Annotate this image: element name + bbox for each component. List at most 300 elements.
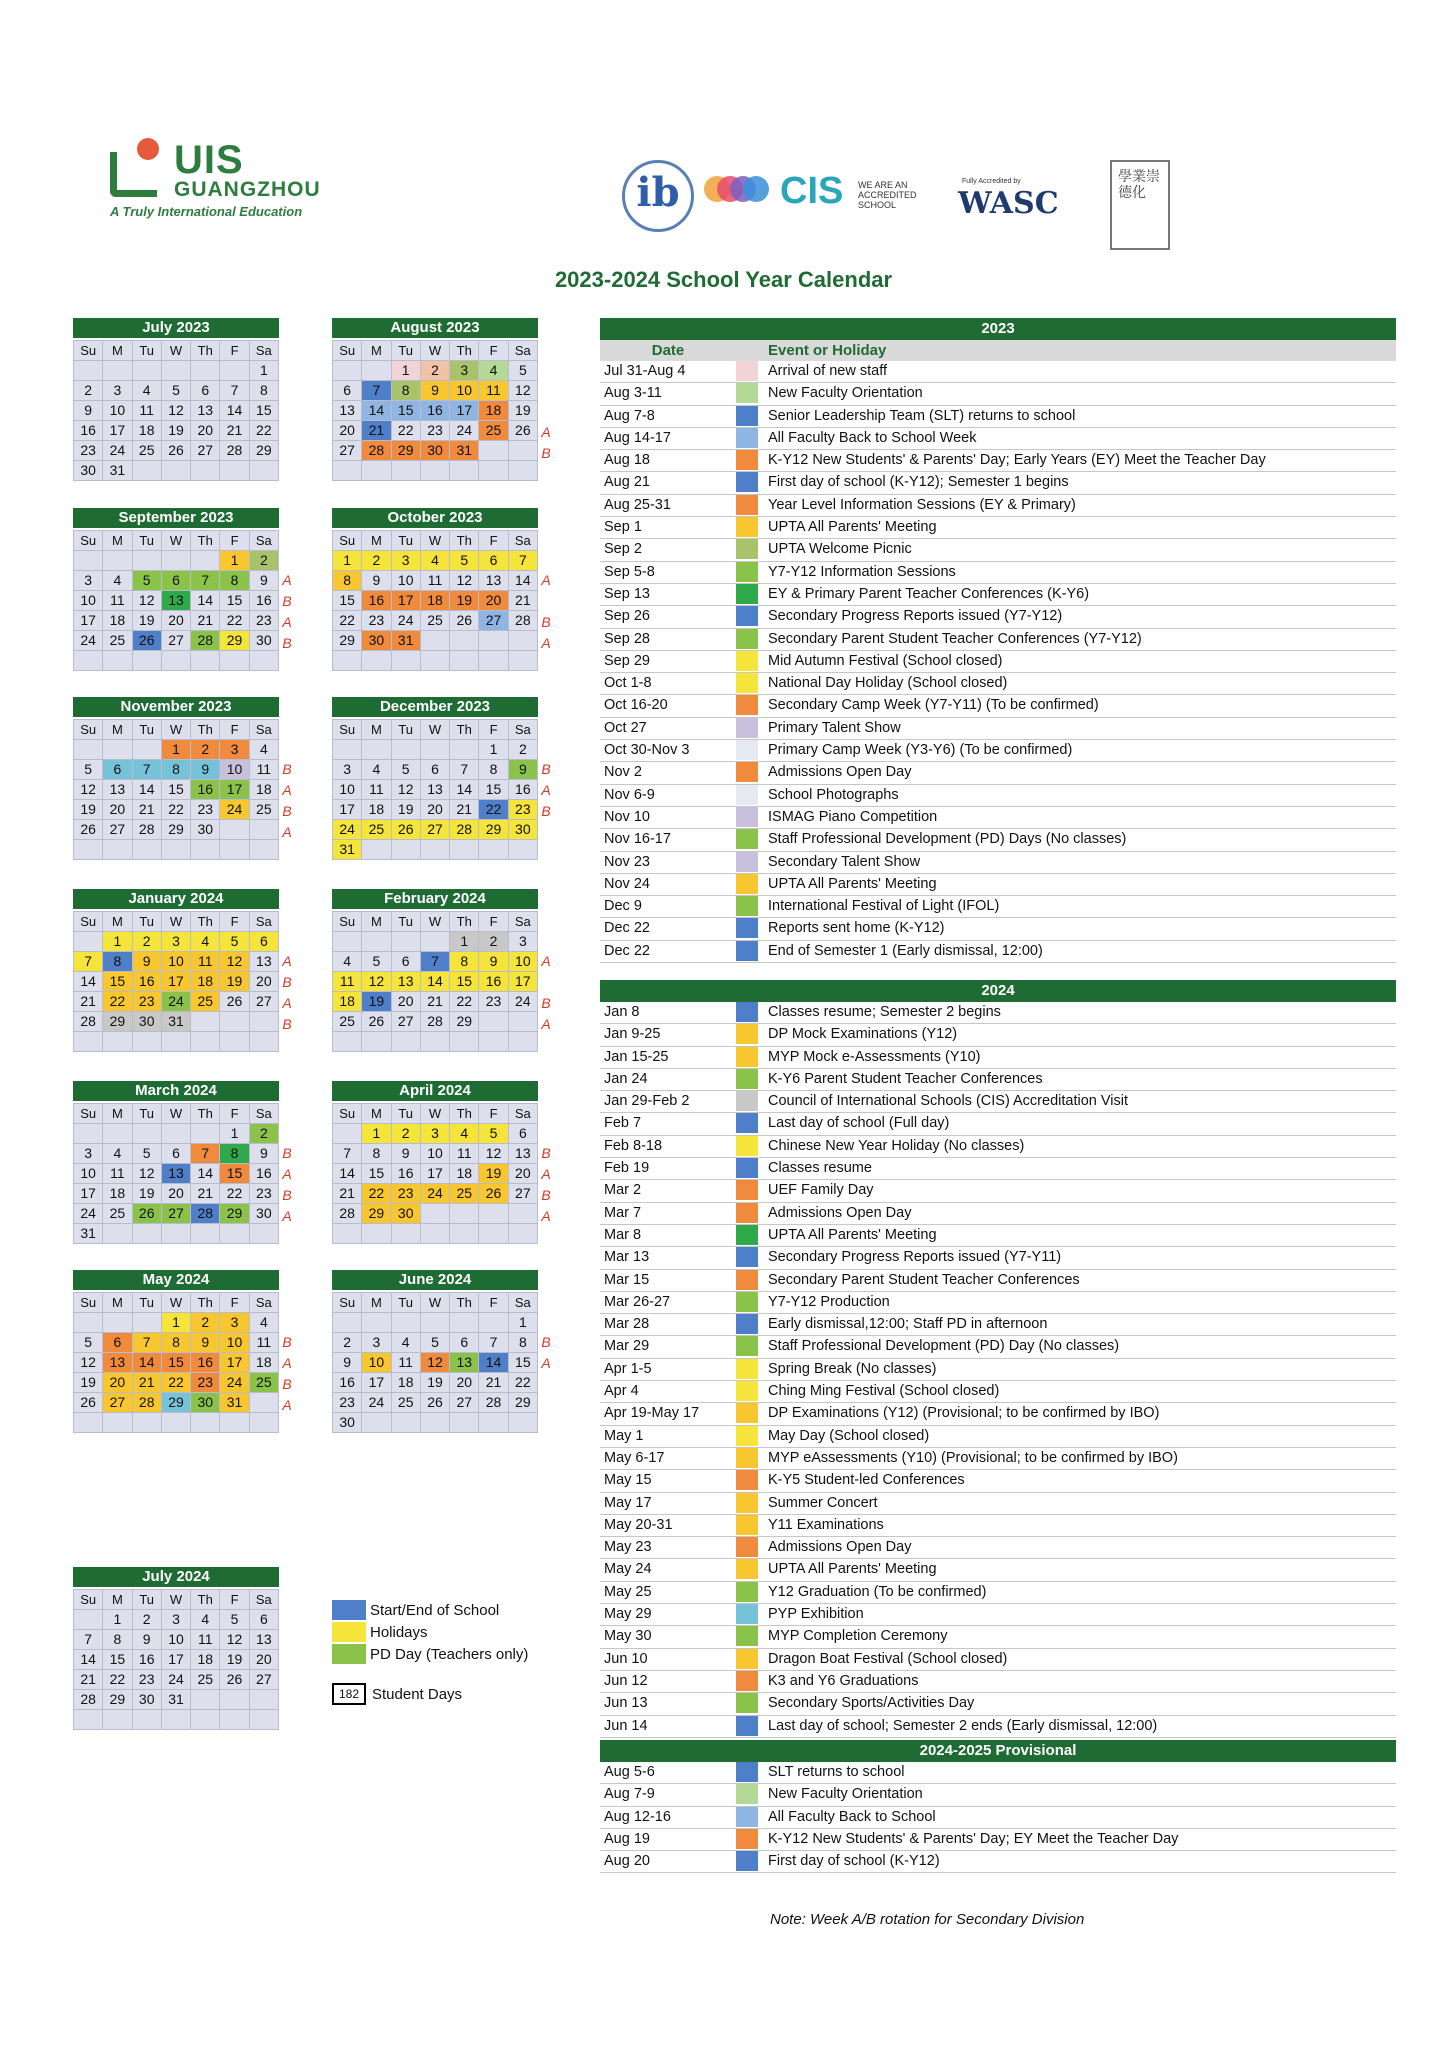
- calendar-day: 4: [191, 932, 220, 952]
- chinese-seal: [1110, 160, 1170, 250]
- calendar-day: 27: [161, 631, 190, 651]
- calendar-day: 24: [508, 992, 537, 1012]
- event-description: International Festival of Light (IFOL): [768, 898, 1000, 915]
- calendar-day: [74, 1124, 103, 1144]
- calendar-day: 16: [249, 591, 278, 611]
- calendar-day: [479, 1313, 508, 1333]
- calendar-day: 7: [74, 952, 103, 972]
- calendar-day: 5: [391, 760, 420, 780]
- calendar-day: 11: [362, 780, 391, 800]
- calendar-day: 14: [508, 571, 537, 591]
- event-date: Mar 7: [604, 1204, 642, 1221]
- calendar-day: 3: [508, 932, 537, 952]
- calendar-day: 14: [420, 972, 449, 992]
- event-color-swatch: [736, 918, 758, 938]
- calendar-day: 17: [220, 780, 249, 800]
- calendar-day: 7: [333, 1144, 362, 1164]
- weekday-header: F: [479, 720, 508, 740]
- event-color-swatch: [736, 629, 758, 649]
- calendar-day: 16: [508, 780, 537, 800]
- event-row: [600, 1515, 1396, 1537]
- event-description: K-Y12 New Students' & Parents' Day; EY Meet the Teacher Day: [768, 1830, 1179, 1847]
- calendar-day: 8: [161, 1333, 190, 1353]
- month-calendar: [332, 1270, 538, 1433]
- calendar-day: [191, 1413, 220, 1433]
- weekday-header: Th: [191, 341, 220, 361]
- calendar-day: 16: [132, 1650, 161, 1670]
- calendar-day: 10: [333, 780, 362, 800]
- calendar-day: 23: [420, 421, 449, 441]
- event-date: Aug 7-8: [604, 407, 655, 424]
- calendar-day: 3: [333, 760, 362, 780]
- calendar-day: 5: [479, 1124, 508, 1144]
- event-color-swatch: [736, 1180, 758, 1200]
- calendar-day: 8: [220, 1144, 249, 1164]
- week-ab-label: B: [282, 1016, 292, 1032]
- calendar-day: 15: [103, 1650, 132, 1670]
- calendar-day: [132, 1413, 161, 1433]
- calendar-day: 26: [420, 1393, 449, 1413]
- calendar-day: 30: [391, 1204, 420, 1224]
- calendar-day: [220, 1690, 249, 1710]
- calendar-day: 20: [479, 591, 508, 611]
- calendar-day: [420, 461, 449, 481]
- event-date: May 1: [604, 1427, 644, 1444]
- calendar-day: 27: [450, 1393, 479, 1413]
- event-row: [600, 896, 1396, 918]
- weekday-header: Tu: [391, 912, 420, 932]
- event-date: Aug 3-11: [604, 385, 662, 402]
- calendar-day: [333, 932, 362, 952]
- event-color-swatch: [736, 1784, 758, 1804]
- cis-accredited-text: WE ARE AN ACCREDITED SCHOOL: [858, 180, 917, 210]
- event-row: [600, 1626, 1396, 1648]
- event-row: [600, 1649, 1396, 1671]
- event-date: Aug 14-17: [604, 429, 671, 446]
- calendar-day: 24: [420, 1184, 449, 1204]
- calendar-day: [333, 651, 362, 671]
- calendar-day: 23: [132, 1670, 161, 1690]
- calendar-day: [479, 1224, 508, 1244]
- calendar-day: 28: [132, 820, 161, 840]
- calendar-day: [362, 1224, 391, 1244]
- calendar-day: 26: [132, 1204, 161, 1224]
- calendar-day: 30: [249, 1204, 278, 1224]
- calendar-day: [220, 1224, 249, 1244]
- calendar-day: [249, 1690, 278, 1710]
- calendar-day: 14: [479, 1353, 508, 1373]
- calendar-day: [333, 1124, 362, 1144]
- calendar-day: 16: [191, 1353, 220, 1373]
- month-title: September 2023: [73, 508, 279, 528]
- calendar-day: 28: [191, 631, 220, 651]
- calendar-day: [249, 820, 278, 840]
- weekday-header: Tu: [391, 531, 420, 551]
- event-description: Admissions Open Day: [768, 764, 912, 781]
- calendar-day: 19: [74, 800, 103, 820]
- events-section-title: 2024-2025 Provisional: [600, 1740, 1396, 1762]
- calendar-day: 21: [362, 421, 391, 441]
- weekday-header: F: [220, 1104, 249, 1124]
- weekday-header: Su: [333, 1104, 362, 1124]
- week-ab-label: B: [282, 1145, 292, 1161]
- event-description: Secondary Camp Week (Y7-Y11) (To be confirmed): [768, 697, 1099, 714]
- calendar-day: 14: [74, 972, 103, 992]
- calendar-day: 30: [191, 1393, 220, 1413]
- calendar-day: [74, 932, 103, 952]
- calendar-day: 14: [132, 780, 161, 800]
- calendar-day: [362, 461, 391, 481]
- calendar-day: [220, 361, 249, 381]
- calendar-day: 13: [391, 972, 420, 992]
- weekday-header: Sa: [249, 912, 278, 932]
- calendar-day: [161, 1224, 190, 1244]
- events-section: [600, 318, 1396, 963]
- calendar-day: 18: [420, 591, 449, 611]
- wasc-logo: [928, 160, 1068, 228]
- event-date: Jun 10: [604, 1650, 648, 1667]
- events-header: [600, 340, 1396, 361]
- calendar-day: [132, 1313, 161, 1333]
- event-row: [600, 1047, 1396, 1069]
- event-description: UPTA Welcome Picnic: [768, 541, 912, 558]
- calendar-day: [362, 651, 391, 671]
- week-ab-label: B: [282, 974, 292, 990]
- calendar-day: 25: [249, 800, 278, 820]
- event-date: May 17: [604, 1494, 652, 1511]
- event-description: Last day of school (Full day): [768, 1115, 950, 1132]
- calendar-day: 15: [479, 780, 508, 800]
- calendar-day: 19: [132, 611, 161, 631]
- calendar-day: [479, 651, 508, 671]
- calendar-day: 16: [362, 591, 391, 611]
- event-date: May 30: [604, 1628, 652, 1645]
- calendar-day: 30: [420, 441, 449, 461]
- calendar-day: 30: [74, 461, 103, 481]
- calendar-day: 1: [161, 740, 190, 760]
- event-color-swatch: [736, 584, 758, 604]
- calendar-day: 27: [333, 441, 362, 461]
- weekday-header: F: [220, 341, 249, 361]
- event-color-swatch: [736, 1136, 758, 1156]
- calendar-day: 28: [420, 1012, 449, 1032]
- calendar-day: 18: [103, 1184, 132, 1204]
- event-description: Last day of school; Semester 2 ends (Early dismissal, 12:00): [768, 1717, 1158, 1734]
- event-color-swatch: [736, 1113, 758, 1133]
- calendar-day: 17: [161, 1650, 190, 1670]
- weekday-header: Sa: [249, 720, 278, 740]
- weekday-header: Su: [333, 341, 362, 361]
- month-calendar: [332, 508, 538, 671]
- event-row: [600, 1292, 1396, 1314]
- weekday-header: W: [420, 341, 449, 361]
- calendar-day: 6: [191, 381, 220, 401]
- calendar-day: 5: [220, 932, 249, 952]
- calendar-day: 21: [74, 992, 103, 1012]
- calendar-day: 23: [479, 992, 508, 1012]
- calendar-day: 14: [450, 780, 479, 800]
- weekday-header: Sa: [508, 341, 537, 361]
- event-color-swatch: [736, 1493, 758, 1513]
- event-row: [600, 1359, 1396, 1381]
- calendar-day: 1: [249, 361, 278, 381]
- weekday-header: W: [161, 1104, 190, 1124]
- calendar-day: 16: [132, 972, 161, 992]
- week-ab-label: A: [282, 953, 292, 969]
- event-date: May 24: [604, 1561, 652, 1578]
- event-color-swatch: [736, 1515, 758, 1535]
- legend-swatch: [332, 1622, 366, 1642]
- calendar-day: [74, 1032, 103, 1052]
- calendar-day: [333, 1313, 362, 1333]
- calendar-day: [249, 1393, 278, 1413]
- calendar-day: [103, 361, 132, 381]
- weekday-header: M: [103, 912, 132, 932]
- event-color-swatch: [736, 1069, 758, 1089]
- calendar-day: 24: [450, 421, 479, 441]
- event-row: [600, 1671, 1396, 1693]
- calendar-day: [508, 1413, 537, 1433]
- event-description: Year Level Information Sessions (EY & Primary): [768, 496, 1076, 513]
- legend-swatch: [332, 1644, 366, 1664]
- event-description: Secondary Parent Student Teacher Conferences: [768, 1271, 1080, 1288]
- event-description: Y7-Y12 Information Sessions: [768, 563, 956, 580]
- event-color-swatch: [736, 874, 758, 894]
- week-ab-label: B: [541, 995, 551, 1011]
- calendar-day: 9: [479, 952, 508, 972]
- legend-swatch: [332, 1600, 366, 1620]
- calendar-day: 22: [249, 421, 278, 441]
- calendar-day: 12: [220, 952, 249, 972]
- calendar-day: [362, 932, 391, 952]
- event-date: Nov 2: [604, 764, 642, 781]
- calendar-day: 10: [74, 1164, 103, 1184]
- calendar-day: 12: [132, 1164, 161, 1184]
- calendar-day: [479, 461, 508, 481]
- weekday-header: Tu: [391, 720, 420, 740]
- calendar-day: 29: [161, 820, 190, 840]
- calendar-day: [220, 840, 249, 860]
- event-row: [600, 383, 1396, 405]
- event-description: PYP Exhibition: [768, 1606, 864, 1623]
- event-color-swatch: [736, 472, 758, 492]
- month-calendar: [73, 1081, 279, 1244]
- week-ab-label: B: [541, 445, 551, 461]
- calendar-day: 16: [420, 401, 449, 421]
- calendar-day: [103, 1224, 132, 1244]
- calendar-day: [479, 840, 508, 860]
- event-row: [600, 1002, 1396, 1024]
- event-color-swatch: [736, 406, 758, 426]
- calendar-day: 17: [161, 972, 190, 992]
- event-date: Nov 24: [604, 875, 650, 892]
- weekday-header: Sa: [249, 1293, 278, 1313]
- student-days-count: 182: [332, 1683, 366, 1705]
- calendar-day: 4: [362, 760, 391, 780]
- calendar-day: 10: [220, 760, 249, 780]
- calendar-day: 6: [249, 1610, 278, 1630]
- calendar-day: [103, 1710, 132, 1730]
- event-date: Sep 13: [604, 585, 650, 602]
- calendar-day: 21: [333, 1184, 362, 1204]
- month-calendar: [73, 697, 279, 860]
- event-date: Apr 4: [604, 1383, 639, 1400]
- calendar-day: 27: [508, 1184, 537, 1204]
- calendar-day: 1: [362, 1124, 391, 1144]
- calendar-day: 20: [161, 1184, 190, 1204]
- calendar-day: 3: [161, 1610, 190, 1630]
- calendar-day: 26: [161, 441, 190, 461]
- legend-item: [332, 1621, 528, 1643]
- event-date: Aug 25-31: [604, 496, 671, 513]
- calendar-day: 17: [420, 1164, 449, 1184]
- event-row: [600, 450, 1396, 472]
- month-calendar: [332, 318, 538, 481]
- calendar-day: [508, 631, 537, 651]
- event-description: EY & Primary Parent Teacher Conferences (K-Y6): [768, 585, 1090, 602]
- event-date: May 25: [604, 1583, 652, 1600]
- week-ab-label: B: [282, 1187, 292, 1203]
- event-date: Mar 2: [604, 1182, 642, 1199]
- week-ab-label: B: [282, 1376, 292, 1392]
- calendar-day: 30: [508, 820, 537, 840]
- calendar-day: 15: [161, 780, 190, 800]
- event-row: [600, 1069, 1396, 1091]
- calendar-day: [103, 740, 132, 760]
- calendar-day: 8: [391, 381, 420, 401]
- calendar-day: 23: [362, 611, 391, 631]
- calendar-day: 28: [74, 1012, 103, 1032]
- calendar-day: 1: [220, 551, 249, 571]
- calendar-day: 2: [333, 1333, 362, 1353]
- event-color-swatch: [736, 1693, 758, 1713]
- calendar-day: 19: [420, 1373, 449, 1393]
- weekday-header: Su: [74, 1293, 103, 1313]
- calendar-day: 18: [132, 421, 161, 441]
- calendar-day: 12: [220, 1630, 249, 1650]
- calendar-day: 13: [479, 571, 508, 591]
- weekday-header: M: [362, 1293, 391, 1313]
- calendar-day: 1: [391, 361, 420, 381]
- calendar-day: [249, 461, 278, 481]
- event-color-swatch: [736, 941, 758, 961]
- calendar-day: 28: [508, 611, 537, 631]
- calendar-day: 30: [249, 631, 278, 651]
- calendar-day: 17: [333, 800, 362, 820]
- calendar-day: [191, 840, 220, 860]
- event-column-header: Event or Holiday: [768, 342, 887, 359]
- footnote: Note: Week A/B rotation for Secondary Division: [770, 1911, 1085, 1928]
- calendar-day: [132, 1032, 161, 1052]
- calendar-day: 13: [103, 780, 132, 800]
- event-row: [600, 1829, 1396, 1851]
- calendar-day: 15: [333, 591, 362, 611]
- calendar-day: [333, 461, 362, 481]
- calendar-day: [220, 1032, 249, 1052]
- event-date: Mar 13: [604, 1249, 650, 1266]
- calendar-day: 27: [249, 1670, 278, 1690]
- calendar-day: 31: [103, 461, 132, 481]
- event-date: Oct 16-20: [604, 697, 668, 714]
- calendar-day: 5: [508, 361, 537, 381]
- calendar-day: [191, 651, 220, 671]
- calendar-day: 1: [479, 740, 508, 760]
- calendar-day: [391, 1413, 420, 1433]
- calendar-day: 11: [103, 1164, 132, 1184]
- event-date: Aug 12-16: [604, 1808, 671, 1825]
- calendar-day: [161, 1710, 190, 1730]
- week-ab-label: A: [282, 1397, 292, 1413]
- calendar-day: 15: [362, 1164, 391, 1184]
- event-date: Aug 5-6: [604, 1764, 655, 1780]
- calendar-day: 22: [508, 1373, 537, 1393]
- event-row: [600, 1582, 1396, 1604]
- legend-label: Start/End of School: [370, 1601, 500, 1619]
- weekday-header: F: [220, 912, 249, 932]
- calendar-day: 7: [479, 1333, 508, 1353]
- calendar-day: [450, 461, 479, 481]
- calendar-day: [161, 840, 190, 860]
- calendar-day: [450, 1413, 479, 1433]
- calendar-day: [508, 840, 537, 860]
- calendar-day: 23: [132, 992, 161, 1012]
- calendar-day: 28: [333, 1204, 362, 1224]
- calendar-day: [191, 1124, 220, 1144]
- event-color-swatch: [736, 1537, 758, 1557]
- calendar-day: 9: [249, 1144, 278, 1164]
- event-color-swatch: [736, 1336, 758, 1356]
- calendar-day: 6: [161, 1144, 190, 1164]
- event-description: Mid Autumn Festival (School closed): [768, 652, 1003, 669]
- event-description: New Faculty Orientation: [768, 1786, 923, 1803]
- event-date: Aug 18: [604, 452, 650, 469]
- calendar-day: 7: [191, 571, 220, 591]
- calendar-day: 17: [362, 1373, 391, 1393]
- event-color-swatch: [736, 1091, 758, 1111]
- event-color-swatch: [736, 1158, 758, 1178]
- calendar-day: [420, 1413, 449, 1433]
- calendar-day: 10: [161, 1630, 190, 1650]
- event-color-swatch: [736, 1807, 758, 1827]
- calendar-day: 24: [74, 631, 103, 651]
- calendar-day: 15: [508, 1353, 537, 1373]
- calendar-day: 3: [391, 551, 420, 571]
- calendar-day: 9: [132, 952, 161, 972]
- event-date: Jan 8: [604, 1004, 640, 1020]
- calendar-day: 3: [74, 1144, 103, 1164]
- event-date: Sep 29: [604, 652, 650, 669]
- calendar-day: 30: [362, 631, 391, 651]
- legend-item: [332, 1599, 528, 1621]
- event-description: Dragon Boat Festival (School closed): [768, 1650, 1008, 1667]
- calendar-day: [508, 1012, 537, 1032]
- event-row: [600, 406, 1396, 428]
- calendar-day: 6: [249, 932, 278, 952]
- calendar-day: 31: [161, 1690, 190, 1710]
- calendar-day: 24: [74, 1204, 103, 1224]
- calendar-day: 15: [249, 401, 278, 421]
- event-row: [600, 1158, 1396, 1180]
- weekday-header: Tu: [391, 341, 420, 361]
- calendar-day: 8: [220, 571, 249, 591]
- calendar-day: [74, 551, 103, 571]
- calendar-day: 29: [220, 631, 249, 651]
- calendar-day: 6: [450, 1333, 479, 1353]
- calendar-day: 23: [333, 1393, 362, 1413]
- event-date: Feb 8-18: [604, 1137, 663, 1154]
- calendar-day: 6: [420, 760, 449, 780]
- calendar-day: 2: [249, 1124, 278, 1144]
